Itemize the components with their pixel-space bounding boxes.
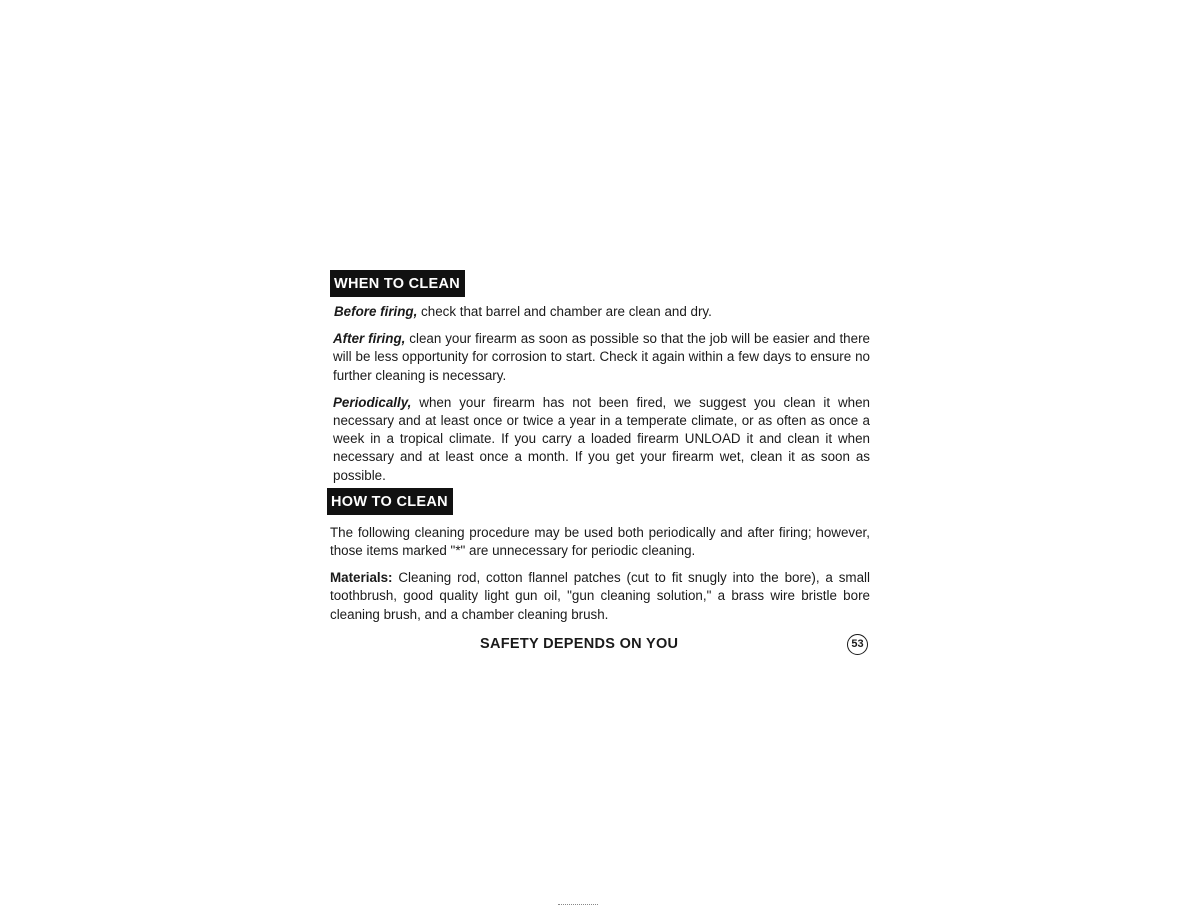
manual-page bbox=[330, 270, 870, 658]
periodically-text: when your firearm has not been fired, we suggest you clean it when necessary and at least once or twice a year in a temperate climate, or as often as once a week in a tropical climate. If you carry a loaded firearm UNLOAD it and clean it when necessary and at least once a month. If you get your firearm wet, clean it as soon as possible. bbox=[333, 394, 870, 483]
after-firing-text: clean your firearm as soon as possible so that the job will be easier and there will be less opportunity for corrosion to start. Check it again within a few days to ensure no further cleaning is necessary. bbox=[333, 331, 870, 383]
footer-slogan: SAFETY DEPENDS ON YOU bbox=[480, 635, 679, 652]
how-to-clean-section bbox=[330, 488, 870, 515]
page-footer bbox=[330, 636, 870, 658]
page-number: 53 bbox=[847, 634, 868, 655]
how-to-clean-heading: HOW TO CLEAN bbox=[327, 488, 453, 515]
before-firing-text: check that barrel and chamber are clean and dry. bbox=[417, 304, 712, 319]
materials-lead: Materials: bbox=[330, 570, 393, 586]
after-firing-lead: After firing, bbox=[333, 331, 406, 347]
scan-artifact-mark bbox=[558, 904, 598, 907]
materials-text: Cleaning rod, cotton flannel patches (cut to fit snugly into the bore), a small toothbrush, good quality light gun oil, "gun cleaning solution," a brass wire bristle bore cleaning brush, and a chamber cleaning brush. bbox=[330, 570, 870, 622]
before-firing-lead: Before firing, bbox=[334, 304, 418, 319]
periodically-lead: Periodically, bbox=[333, 394, 412, 410]
before-firing-paragraph bbox=[330, 303, 870, 321]
when-to-clean-heading: WHEN TO CLEAN bbox=[330, 270, 465, 297]
materials-paragraph bbox=[330, 569, 870, 624]
periodically-paragraph bbox=[330, 394, 870, 485]
how-to-clean-intro: The following cleaning procedure may be used both periodically and after firing; however, those items marked "*" are unnecessary for periodic cleaning. bbox=[330, 524, 870, 559]
when-to-clean-section bbox=[330, 270, 870, 297]
after-firing-paragraph bbox=[330, 330, 870, 385]
